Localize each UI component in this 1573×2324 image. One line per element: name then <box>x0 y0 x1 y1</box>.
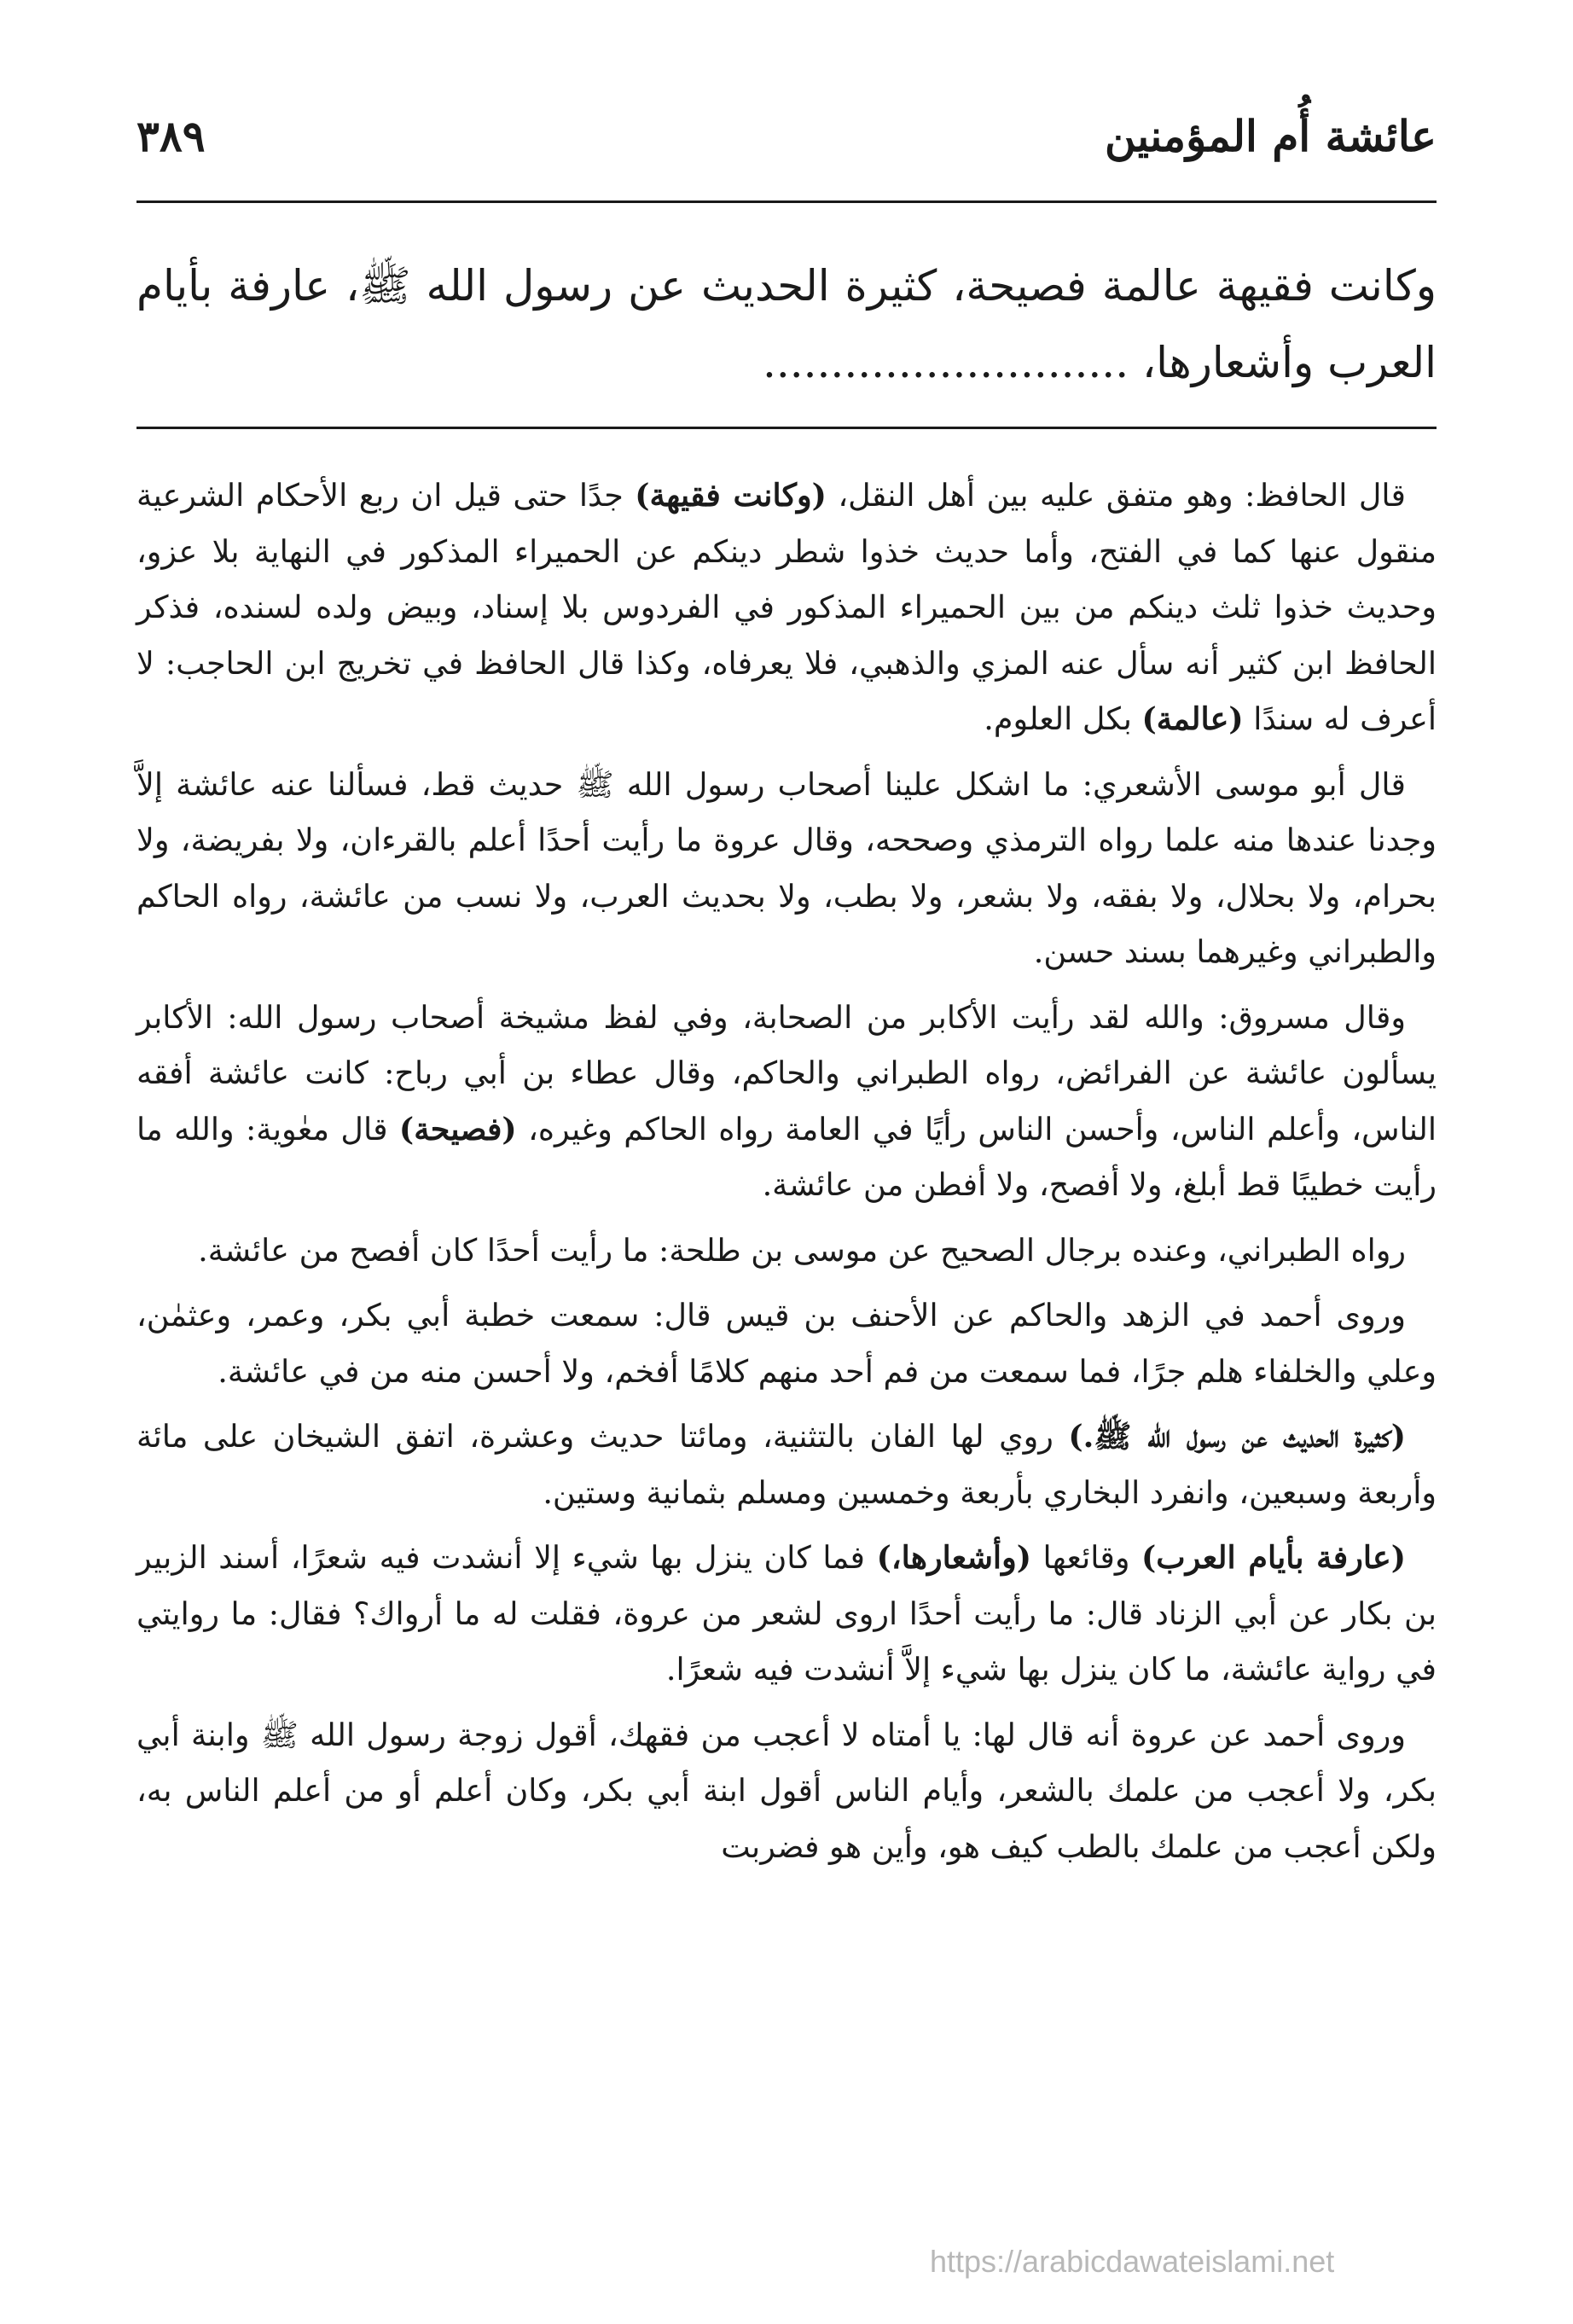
commentary <box>136 468 1437 1884</box>
paragraph-text: قال الحافظ: وهو متفق عليه بين أهل النقل، <box>826 477 1406 514</box>
page-number: ٣٨٩ <box>136 111 206 161</box>
commentary-paragraph: رواه الطبراني، وعنده برجال الصحيح عن موسى بن طلحة: ما رأيت أحدًا كان أفصح من عائشة. <box>198 1231 1406 1269</box>
quoted-phrase: (وكانت فقيهة) <box>635 477 827 514</box>
header-title: عائشة أُم المؤمنين <box>1105 111 1437 161</box>
paragraph-text: قال معٰوية: والله ما رأيت خطيبًا قط أبلغ، ولا أفصح، ولا أفطن من عائشة. <box>136 1110 1437 1203</box>
commentary-paragraph <box>136 468 1437 747</box>
quoted-phrase: (كثيرة الحديث عن رسول الله ﷺ.) <box>1068 1418 1406 1455</box>
matn-body: وكانت فقيهة عالمة فصيحة، كثيرة الحديث عن رسول الله ﷺ، عارفة بأيام العرب وأشعارها، <box>136 261 1437 387</box>
paragraph-text: روي لها الفان بالتثنية، ومائتا حديث وعشرة، اتفق الشيخان على مائة وأربعة وسبعين، وانفرد البخاري بأربعة وخمسين ومسلم بثمانية وستين. <box>136 1418 1437 1511</box>
commentary-paragraph <box>136 990 1437 1213</box>
commentary-paragraph: وروى أحمد في الزهد والحاكم عن الأحنف بن قيس قال: سمعت خطبة أبي بكر، وعمر، وعثمٰن، وعلي والخلفاء هلم جرًا، فما سمعت من فم أحد منهم كلامًا أفخم، ولا أحسن منه من في عائشة. <box>136 1297 1437 1390</box>
header-divider <box>136 200 1437 203</box>
paragraph-text: وقائعها <box>1030 1539 1142 1576</box>
paragraph-text: وقال مسروق: والله لقد رأيت الأكابر من الصحابة، وفي لفظ مشيخة أصحاب رسول الله: الأكابر يسألون عائشة عن الفرائض، رواه الطبراني والحاكم، وقال عطاء بن أبي رباح: كانت عائشة أفقه الناس، وأعلم الناس، وأحسن الناس رأيًا في العامة رواه الحاكم وغيره، <box>136 998 1437 1147</box>
paragraph-text: جدًا حتى قيل ان ربع الأحكام الشرعية منقول عنها كما في الفتح، وأما حديث خذوا شطر دينكم عن الحميراء المذكور في النهاية بلا عزو، وحديث خذوا ثلث دينكم من بين الحميراء المذكور في الفردوس بلا إسناد، وبيض ولده لسنده، فذكر الحافظ ابن كثير أنه سأل عنه المزي والذهبي، فلا يعرفاه، وكذا قال الحافظ في تخريج ابن الحاجب: لا أعرف له سندًا <box>136 477 1437 737</box>
matn-dots: ........................... <box>762 338 1129 387</box>
paragraph-text: بكل العلوم. <box>984 700 1142 737</box>
matn-divider <box>136 427 1437 429</box>
quoted-phrase: (فصيحة) <box>398 1110 517 1147</box>
quoted-phrase: (عالمة) <box>1141 700 1244 737</box>
running-header <box>136 111 1437 171</box>
matn-text <box>136 247 1437 401</box>
commentary-paragraph: وروى أحمد عن عروة أنه قال لها: يا أمتاه لا أعجب من فقهك، أقول زوجة رسول الله ﷺ وابنة أبي بكر، ولا أعجب من علمك بالشعر، وأيام الناس أقول ابنة أبي بكر، وكان أعلم أو من أعلم الناس به، ولكن أعجب من علمك بالطب كيف هو، وأين هو فضربت <box>136 1716 1437 1865</box>
commentary-paragraph <box>136 1409 1437 1520</box>
paragraph-text: فما كان ينزل بها شيء إلا أنشدت فيه شعرًا، أسند الزبير بن بكار عن أبي الزناد قال: ما رأيت أحدًا اروى لشعر من عروة، فقلت له ما أرواك؟ فقال: ما روايتي في رواية عائشة، ما كان ينزل بها شيء إلاَّ أنشدت فيه شعرًا. <box>136 1539 1437 1688</box>
commentary-paragraph: قال أبو موسى الأشعري: ما اشكل علينا أصحاب رسول الله ﷺ حديث قط، فسألنا عنه عائشة إلاَّ وجدنا عندها منه علما رواه الترمذي وصححه، وقال عروة ما رأيت أحدًا أعلم بالقرءان، ولا بفريضة، ولا بحرام، ولا بحلال، ولا بفقه، ولا بشعر، ولا بطب، ولا بحديث العرب، ولا نسب من عائشة، رواه الحاكم والطبراني وغيرهما بسند حسن. <box>136 765 1437 970</box>
watermark-url: https://arabicdawateislami.net <box>930 2244 1335 2279</box>
quoted-phrase: (عارفة بأيام العرب) <box>1141 1539 1406 1576</box>
quoted-phrase: (وأشعارها،) <box>876 1539 1031 1576</box>
commentary-paragraph <box>136 1530 1437 1698</box>
